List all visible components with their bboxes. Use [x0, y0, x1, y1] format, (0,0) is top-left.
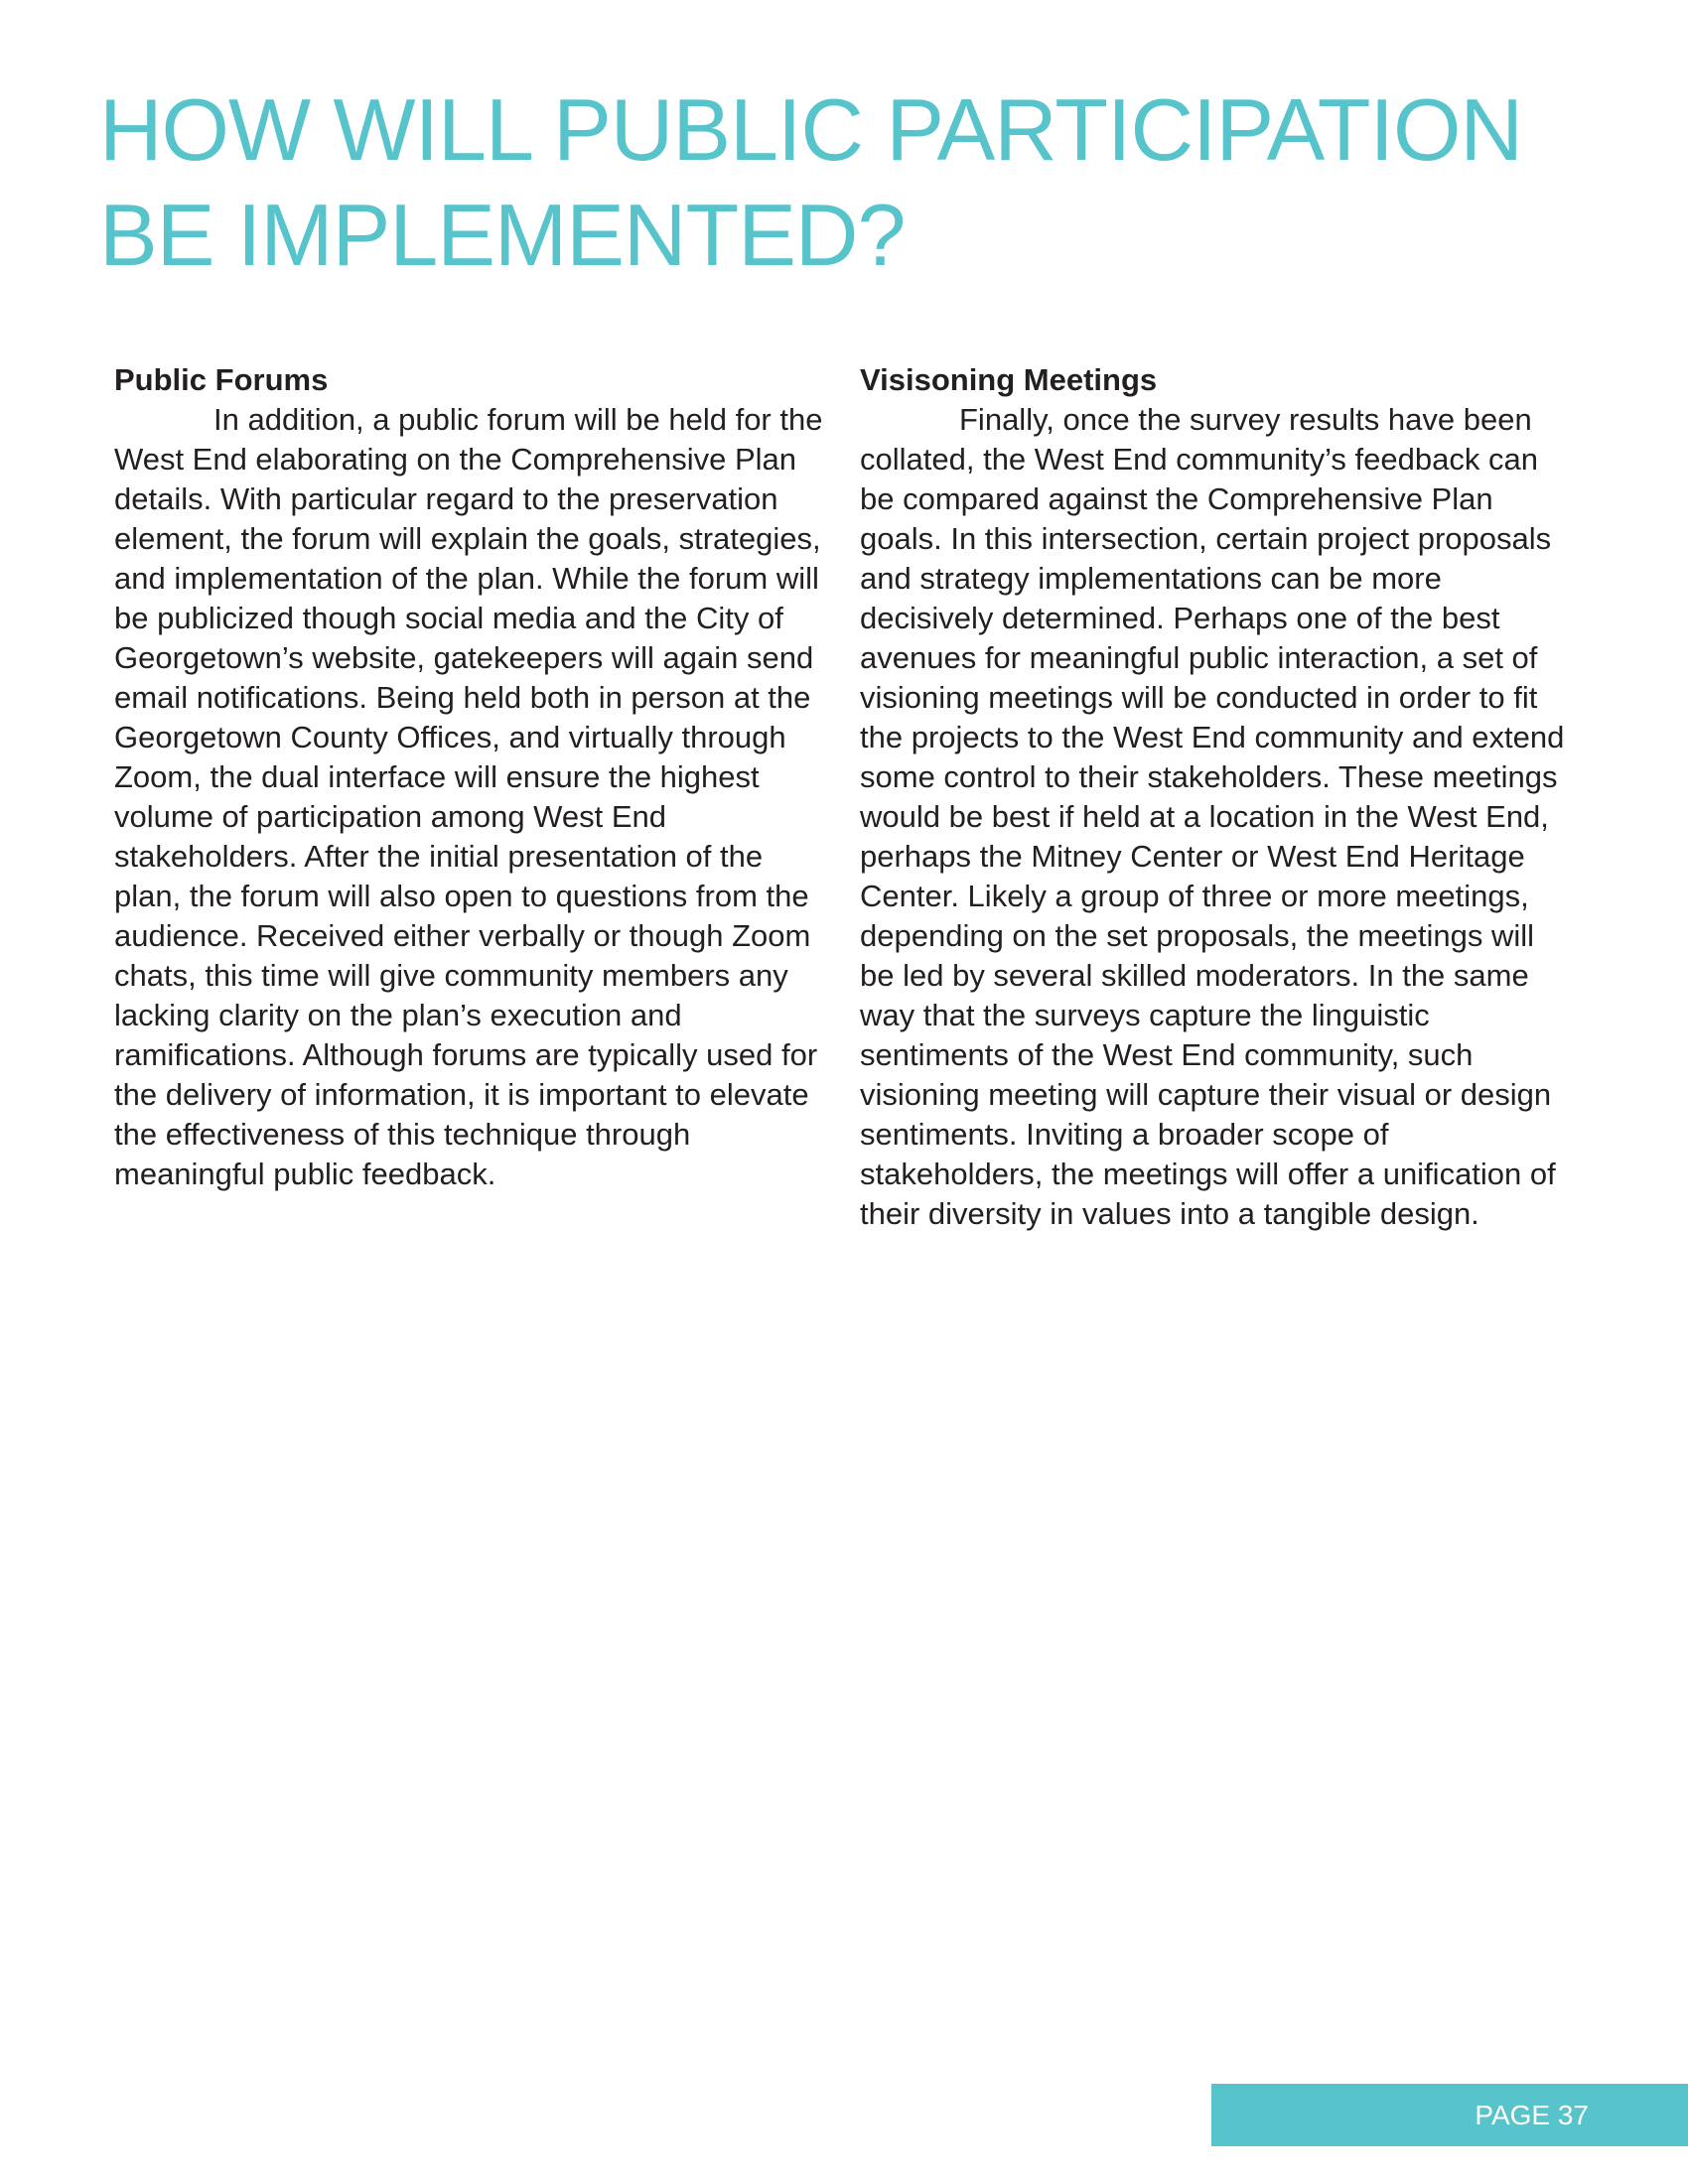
- visioning-meetings-heading: Visisoning Meetings: [860, 362, 1158, 397]
- page-number: PAGE 37: [1475, 2100, 1589, 2130]
- public-forums-heading: Public Forums: [114, 362, 329, 397]
- visioning-meetings-body: Finally, once the survey results have been collated, the West End community’s feedback can be compared against the Comprehensive Plan goals. In this intersection, certain project proposals and strategy implementations can be more decisively determined. Perhaps one of the best avenues for meaningful public interaction, a set of visioning meetings will be conducted in order to fit the projects to the West End community and extend some control to their stakeholders. These meetings would be best if held at a location in the West End, perhaps the Mitney Center or West End Heritage Center. Likely a group of three or more meetings, depending on the set proposals, the meetings will be led by several skilled moderators. In the same way that the surveys capture the linguistic sentiments of the West End community, such visioning meeting will capture their visual or design sentiments. Inviting a broader scope of stakeholders, the meetings will offer a unification of their diversity in values into a tangible design.: [860, 402, 1565, 1231]
- visioning-meetings-section: [860, 360, 1575, 1234]
- page-title-line-2: BE IMPLEMENTED?: [99, 186, 906, 284]
- public-forums-section: [114, 360, 834, 1194]
- page-footer-bar: [1211, 2084, 1688, 2146]
- page-title-line-1: HOW WILL PUBLIC PARTICIPATION: [99, 80, 1522, 179]
- public-forums-body: In addition, a public forum will be held for the West End elaborating on the Comprehensive Plan details. With particular regard to the preservation element, the forum will explain the goals, strategies, and implementation of the plan. While the forum will be publicized though social media and the City of Georgetown’s website, gatekeepers will again send email notifications. Being held both in person at the Georgetown County Offices, and virtually through Zoom, the dual interface will ensure the highest volume of participation among West End stakeholders. After the initial presentation of the plan, the forum will also open to questions from the audience. Received either verbally or though Zoom chats, this time will give community members any lacking clarity on the plan’s execution and ramifications. Although forums are typically used for the delivery of information, it is important to elevate the effectiveness of this technique through meaningful public feedback.: [114, 402, 823, 1191]
- page-title: [99, 77, 1609, 288]
